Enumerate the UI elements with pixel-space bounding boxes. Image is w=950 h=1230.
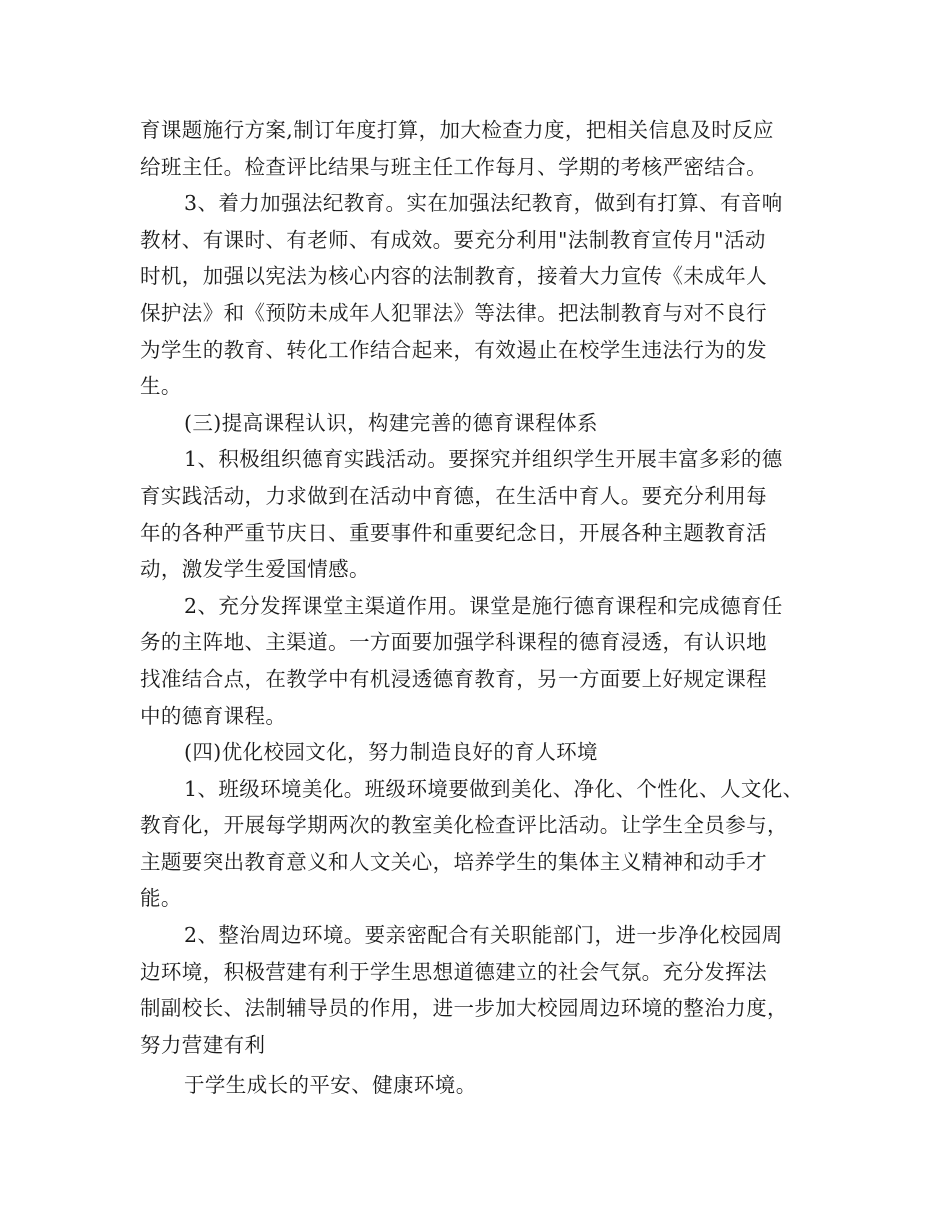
text-line: 3、着力加强法纪教育。实在加强法纪教育，做到有打算、有音响 bbox=[184, 191, 783, 216]
text-line: 为学生的教育、转化工作结合起来，有效遏止在校学生违法行为的发 bbox=[140, 337, 767, 362]
text-line: 制副校长、法制辅导员的作用，进一步加大校园周边环境的整治力度， bbox=[140, 996, 788, 1021]
text-line: 努力营建有利 bbox=[140, 1032, 266, 1057]
text-line: 育课题施行方案,制订年度打算，加大检查力度，把相关信息及时反应 bbox=[140, 118, 774, 142]
text-line: 边环境，积极营建有利于学生思想道德建立的社会气氛。充分发挥法 bbox=[140, 959, 767, 984]
text-line: 中的德育课程。 bbox=[140, 703, 287, 728]
text-line: 务的主阵地、主渠道。一方面要加强学科课程的德育浸透，有认识地 bbox=[140, 630, 767, 655]
text-line: 年的各种严重节庆日、重要事件和重要纪念日，开展各种主题教育活 bbox=[140, 520, 767, 545]
text-line: 生。 bbox=[140, 374, 182, 399]
text-line: 育实践活动，力求做到在活动中育德，在生活中育人。要充分利用每 bbox=[140, 483, 767, 508]
text-line: 主题要突出教育意义和人文关心，培养学生的集体主义精神和动手才 bbox=[140, 849, 767, 874]
text-line: 动，激发学生爱国情感。 bbox=[140, 557, 370, 582]
text-line: 2、整治周边环境。要亲密配合有关职能部门，进一步净化校园周 bbox=[184, 923, 783, 948]
text-line: 保护法》和《预防未成年人犯罪法》等法律。把法制教育与对不良行 bbox=[140, 300, 767, 325]
section-heading: (三)提高课程认识，构建完善的德育课程体系 bbox=[184, 410, 598, 435]
text-line: 于学生成长的平安、健康环境。 bbox=[184, 1073, 477, 1098]
text-line: 能。 bbox=[140, 886, 182, 911]
document-body bbox=[140, 112, 820, 1104]
text-line: 教材、有课时、有老师、有成效。要充分利用"法制教育宣传月"活动 bbox=[140, 227, 766, 252]
section-heading: (四)优化校园文化，努力制造良好的育人环境 bbox=[184, 740, 598, 765]
text-line: 教育化，开展每学期两次的教室美化检查评比活动。让学生全员参与， bbox=[140, 813, 788, 838]
text-line: 2、充分发挥课堂主渠道作用。课堂是施行德育课程和完成德育任 bbox=[184, 593, 783, 618]
text-line: 1、积极组织德育实践活动。要探究并组织学生开展丰富多彩的德 bbox=[184, 447, 783, 472]
text-line: 时机，加强以宪法为核心内容的法制教育，接着大力宣传《未成年人 bbox=[140, 264, 767, 289]
text-line: 1、班级环境美化。班级环境要做到美化、净化、个性化、人文化、 bbox=[184, 776, 804, 801]
text-line: 找准结合点，在教学中有机浸透德育教育，另一方面要上好规定课程 bbox=[140, 666, 767, 691]
text-line: 给班主任。检查评比结果与班主任工作每月、学期的考核严密结合。 bbox=[140, 154, 767, 179]
